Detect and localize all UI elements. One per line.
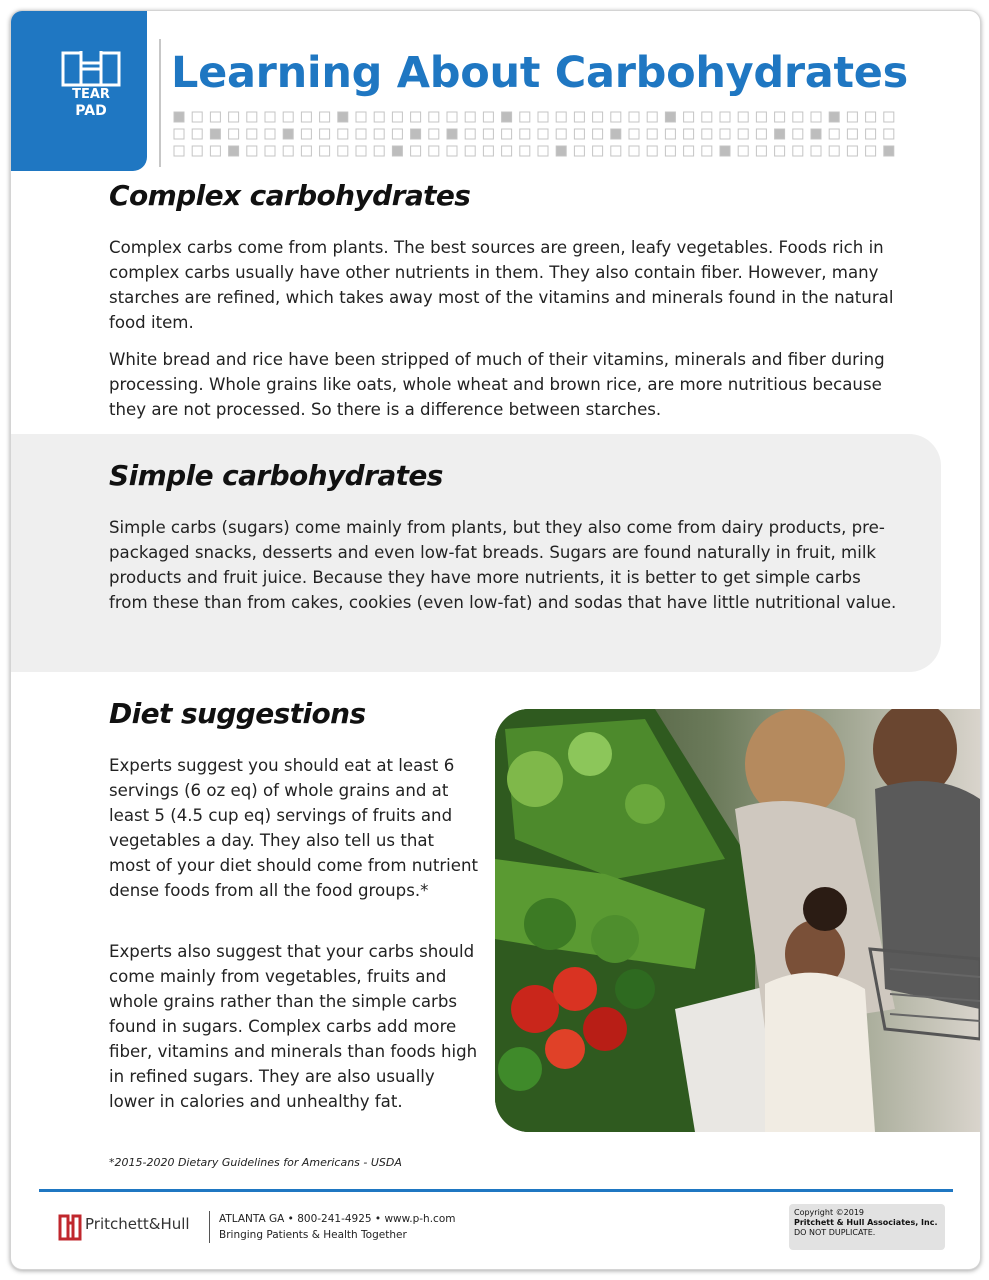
ph-monogram-icon — [59, 49, 123, 89]
header-divider — [159, 39, 161, 167]
simple-heading: Simple carbohydrates — [109, 459, 443, 492]
logo-text-tear: TEAR — [72, 87, 110, 102]
pritchett-hull-logo-icon — [57, 1211, 83, 1241]
complex-paragraph-2: White bread and rice have been stripped of much of their vitamins, minerals and fiber during processing. Whole grains like oats, whole wheat and brown rice, are more nutritious because they are not processed. So there is a difference between starches. — [109, 350, 885, 419]
company-name: Pritchett&Hull — [85, 1215, 190, 1233]
diet-heading: Diet suggestions — [109, 697, 366, 730]
simple-paragraph: Simple carbs (sugars) come mainly from plants, but they also come from dairy products, pre-packaged snacks, desserts and even low-fat breads. Sugars are found naturally in fruit, milk products and fruit juice. Because they have more nutrients, it is better to get simple carbs from these than from cakes, cookies (even low-fat) and sodas that have little nutritional value. — [109, 518, 897, 612]
handout-page — [10, 10, 981, 1270]
diet-paragraph-2: Experts also suggest that your carbs should come mainly from vegetables, fruits and whole grains rather than the simple carbs found in sugars. Complex carbs add more fiber, vitamins and minerals than foods high in refined sugars. They are also usually lower in calories and unhealthy fat. — [109, 942, 478, 1111]
page-title: Learning About Carbohydrates — [171, 48, 908, 98]
diet-paragraph-1: Experts suggest you should eat at least 6 servings (6 oz eq) of whole grains and at least 5 (4.5 cup eq) servings of fruits and vegetables a day. They also tell us that most of your diet should come from nutrient dense foods from all the food groups.* — [109, 756, 479, 900]
logo-text-pad: PAD — [75, 103, 107, 119]
copyright-notice: DO NOT DUPLICATE. — [794, 1228, 876, 1237]
complex-paragraph-1: Complex carbs come from plants. The best sources are green, leafy vegetables. Foods rich in complex carbs usually have other nutrients in them. They also contain fiber. However, many starches are refined, which takes away most of the vitamins and minerals found in the natural food item. — [109, 238, 894, 332]
copyright-company: Pritchett & Hull Associates, Inc. — [794, 1218, 938, 1227]
footer-divider — [209, 1211, 210, 1243]
footnote: *2015-2020 Dietary Guidelines for Americans - USDA — [109, 1156, 402, 1169]
complex-heading: Complex carbohydrates — [109, 179, 471, 212]
tear-pad-logo — [11, 11, 147, 171]
footer-rule — [39, 1189, 953, 1192]
grocery-family-photo — [495, 709, 980, 1132]
company-tagline: Bringing Patients & Health Together — [219, 1229, 407, 1241]
contact-info: ATLANTA GA • 800-241-4925 • www.p-h.com — [219, 1213, 456, 1225]
decorative-dot-grid — [173, 111, 903, 161]
copyright-year: Copyright ©2019 — [794, 1208, 864, 1217]
copyright-box — [789, 1204, 945, 1250]
